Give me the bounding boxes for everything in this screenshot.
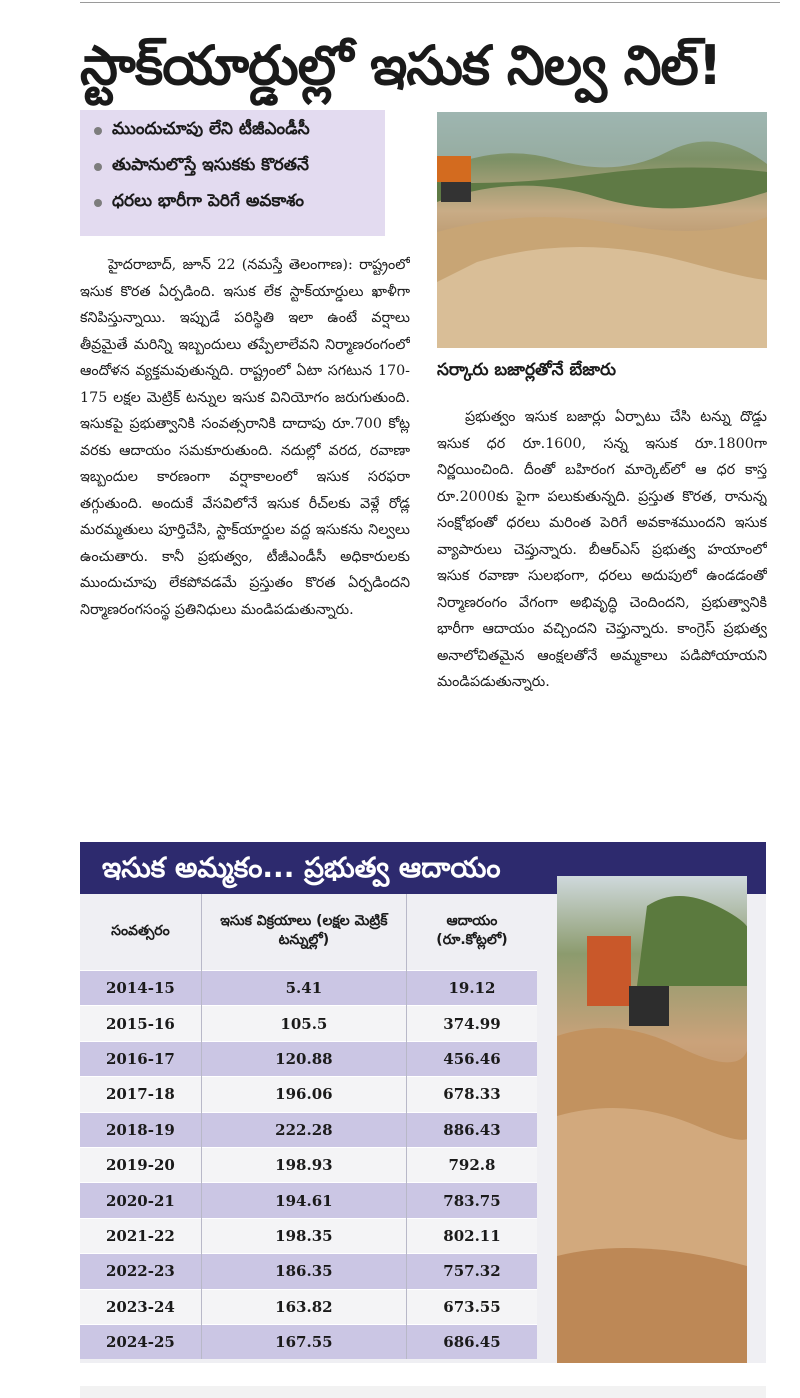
bullet-item — [94, 188, 385, 218]
cell-revenue: 374.99 — [406, 1006, 537, 1041]
sand-stockyard-illustration — [437, 112, 767, 348]
cell-revenue: 686.45 — [406, 1324, 537, 1359]
cell-year: 2024-25 — [80, 1324, 201, 1359]
table-row — [80, 971, 537, 1006]
bullet-text: తుపానులొస్తే ఇసుకకు కొరతనే — [112, 155, 309, 175]
cell-year: 2017-18 — [80, 1077, 201, 1112]
cell-year: 2016-17 — [80, 1041, 201, 1076]
cell-year: 2018-19 — [80, 1112, 201, 1147]
table-title: ఇసుక అమ్మకం... ప్రభుత్వ ఆదాయం — [80, 842, 766, 894]
header-sales: ఇసుక విక్రయాలు (లక్షల మెట్రిక్ టన్నుల్లో) — [201, 894, 406, 971]
cell-year: 2020-21 — [80, 1183, 201, 1218]
bullet-dot-icon — [94, 199, 102, 207]
table-row — [80, 1112, 537, 1147]
cell-revenue: 757.32 — [406, 1254, 537, 1289]
article-column-right — [437, 404, 767, 832]
sand-lorry-photo — [557, 876, 747, 1363]
cell-revenue: 886.43 — [406, 1112, 537, 1147]
cell-year: 2023-24 — [80, 1289, 201, 1324]
cell-sales: 163.82 — [201, 1289, 406, 1324]
cell-year: 2019-20 — [80, 1147, 201, 1182]
headline: స్టాక్‌యార్డుల్లో ఇసుక నిల్వ నిల్! — [80, 34, 722, 97]
table-row — [80, 1041, 537, 1076]
cell-revenue: 19.12 — [406, 971, 537, 1006]
cell-sales: 198.93 — [201, 1147, 406, 1182]
table-row — [80, 1006, 537, 1041]
article-column-left — [80, 252, 410, 832]
cell-revenue: 678.33 — [406, 1077, 537, 1112]
cell-sales: 5.41 — [201, 971, 406, 1006]
article-text-right: ప్రభుత్వం ఇసుక బజార్లు ఏర్పాటు చేసి టన్ను దొడ్డు ఇసుక ధర రూ.1600, సన్న ఇసుక రూ.1800గా నిర్ణయించింది. దీంతో బహిరంగ మార్కెట్‌లో ఆ ధర కాస్త రూ.2000కు పైగా పలుకుతున్నది. ప్రస్తుత కొరత, రానున్న సంక్షోభంతో ధరలు మరింత పెరిగే అవకాశముందని ఇసుక వ్యాపారులు చెప్తున్నారు. బీఆర్‌ఎస్ ప్రభుత్వ హయాంలో ఇసుక రవాణా సులభంగా, ధరలు అదుపులో ఉండడంతో నిర్మాణరంగం వేగంగా అభివృద్ధి చెందిందని, ప్రభుత్వానికి భారీగా ఆదాయం వచ్చిందని చెప్తున్నారు. కాంగ్రెస్ ప్రభుత్వ అనాలోచితమైన ఆంక్షలతోనే అమ్మకాలు పడిపోయాయని మండిపడుతున్నారు. — [437, 409, 767, 690]
cell-sales: 105.5 — [201, 1006, 406, 1041]
table-row — [80, 1254, 537, 1289]
bullet-item — [94, 116, 385, 146]
cell-year: 2022-23 — [80, 1254, 201, 1289]
sand-stockyard-photo — [437, 112, 767, 348]
sub-heading: సర్కారు బజార్లతోనే బేజారు — [437, 360, 616, 380]
next-article-strip — [80, 1386, 766, 1398]
bullet-dot-icon — [94, 127, 102, 135]
bullet-text: ముందుచూపు లేని టీజీఎండీసీ — [112, 119, 310, 139]
cell-revenue: 456.46 — [406, 1041, 537, 1076]
table-body — [80, 971, 537, 1360]
cell-sales: 167.55 — [201, 1324, 406, 1359]
table-row — [80, 1077, 537, 1112]
cell-revenue: 792.8 — [406, 1147, 537, 1182]
bullet-item — [94, 152, 385, 182]
article-text-left: హైదరాబాద్, జూన్ 22 (నమస్తే తెలంగాణ): రాష్ట్రంలో ఇసుక కొరత ఏర్పడింది. ఇసుక లేక స్టాక్‌యార్డులు ఖాళీగా కనిపిస్తున్నాయి. ఇప్పుడే పరిస్థితి ఇలా ఉంటే వర్షాలు తీవ్రమైతే మరిన్ని ఇబ్బందులు తప్పేలాలేవని నిర్మాణరంగంలో ఆందోళన వ్యక్తమవుతున్నది. రాష్ట్రంలో ఏటా సగటున 170-175 లక్షల మెట్రిక్ టన్నుల ఇసుక వినియోగం జరుగుతుంది. ఇసుకపై ప్రభుత్వానికి సంవత్సరానికి దాదాపు రూ.700 కోట్ల వరకు ఆదాయం సమకూరుతుంది. నదుల్లో వరద, రవాణా ఇబ్బందుల కారణంగా వర్షాకాలంలో ఇసుక సరఫరా తగ్గుతుంది. అందుకే వేసవిలోనే ఇసుక రీచ్‌లకు వెళ్లే రోడ్ల మరమ్మతులు పూర్తిచేసి, స్టాక్‌యార్డుల వద్ద ఇసుకను నిల్వలు ఉంచుతారు. కానీ ప్రభుత్వం, టీజీఎండీసీ అధికారులకు ముందుచూపు లేకపోవడమే ప్రస్తుతం కొరత ఏర్పడిందని నిర్మాణరంగసంస్థ ప్రతినిధులు మండిపడుతున్నారు. — [80, 257, 410, 618]
cell-year: 2015-16 — [80, 1006, 201, 1041]
header-revenue: ఆదాయం (రూ.కోట్లలో) — [436, 913, 508, 948]
bullet-box — [80, 110, 385, 236]
cell-revenue: 802.11 — [406, 1218, 537, 1253]
table-header-row — [80, 894, 537, 971]
top-rule — [80, 2, 780, 3]
cell-sales: 222.28 — [201, 1112, 406, 1147]
cell-sales: 120.88 — [201, 1041, 406, 1076]
table-row — [80, 1324, 537, 1359]
table-row — [80, 1218, 537, 1253]
cell-sales: 198.35 — [201, 1218, 406, 1253]
cell-sales: 186.35 — [201, 1254, 406, 1289]
table-row — [80, 1289, 537, 1324]
sales-revenue-box — [80, 894, 766, 1363]
cell-year: 2021-22 — [80, 1218, 201, 1253]
cell-revenue: 673.55 — [406, 1289, 537, 1324]
cell-sales: 194.61 — [201, 1183, 406, 1218]
sand-lorry-illustration — [557, 876, 747, 1363]
table-row — [80, 1147, 537, 1182]
bullet-text: ధరలు భారీగా పెరిగే అవకాశం — [112, 191, 305, 211]
cell-revenue: 783.75 — [406, 1183, 537, 1218]
cell-sales: 196.06 — [201, 1077, 406, 1112]
header-year: సంవత్సరం — [80, 894, 201, 971]
sales-revenue-table — [80, 894, 537, 1359]
table-row — [80, 1183, 537, 1218]
cell-year: 2014-15 — [80, 971, 201, 1006]
bullet-dot-icon — [94, 163, 102, 171]
